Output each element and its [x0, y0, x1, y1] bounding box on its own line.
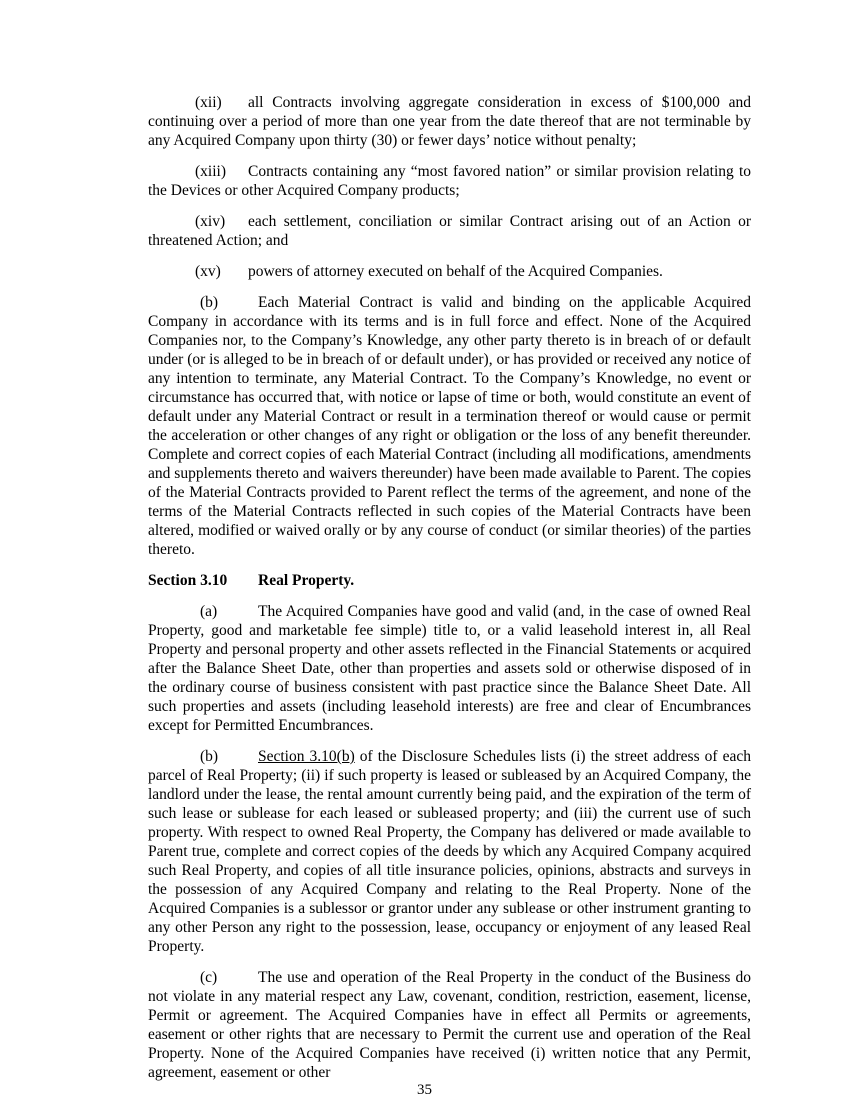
subclause-xiv: [148, 212, 751, 250]
paragraph-a-text: The Acquired Companies have good and valid (and, in the case of owned Real Property, good and marketable fee simple) title to, or a valid leasehold interest in, all Real Property and personal property and other assets reflected in the Financial Statements or acquired after the Balance Sheet Date, other than properties and assets sold or otherwise disposed of in the ordinary course of business consistent with past practice since the Balance Sheet Date. All such properties and assets (including leasehold interests) are free and clear of Encumbrances except for Permitted Encumbrances.: [148, 603, 751, 734]
section-3-10b-reference: Section 3.10(b): [258, 748, 355, 765]
subclause-xv: [148, 262, 751, 281]
section-heading: [148, 571, 751, 590]
section-heading-number: Section 3.10: [148, 572, 228, 589]
subclause-xiv-label: (xiv): [195, 213, 226, 230]
paragraph-c: [148, 968, 751, 1082]
paragraph-material-contract-label: (b): [200, 294, 219, 311]
paragraph-material-contract: [148, 293, 751, 559]
section-heading-title: Real Property.: [258, 572, 355, 589]
paragraph-c-text: The use and operation of the Real Property in the conduct of the Business do not violate in any material respect any Law, covenant, condition, restriction, easement, license, Permit or agreement. The Acquired Companies have in effect all Permits or agreements, easement or other rights that are necessary to Permit the current use and operation of the Real Property. None of the Acquired Companies have received (i) written notice that any Permit, agreement, easement or other: [148, 969, 751, 1081]
paragraph-a: [148, 602, 751, 735]
paragraph-material-contract-text: Each Material Contract is valid and binding on the applicable Acquired Company in accordance with its terms and is in full force and effect. None of the Acquired Companies nor, to the Company’s Knowledge, any other party thereto is in breach of or default under (or is alleged to be in breach of or default under), or has provided or received any notice of any intention to terminate, any Material Contract. To the Company’s Knowledge, no event or circumstance has occurred that, with notice or lapse of time or both, would constitute an event of default under any Material Contract or result in a termination thereof or would cause or permit the acceleration or other changes of any right or obligation or the loss of any benefit thereunder. Complete and correct copies of each Material Contract (including all modifications, amendments and supplements thereto and waivers thereunder) have been made available to Parent. The copies of the Material Contracts provided to Parent reflect the terms of the agreement, and none of the terms of the Material Contracts reflected in such copies of the Material Contracts have been altered, modified or waived orally or by any course of conduct (or similar theories) of the parties thereto.: [148, 294, 751, 558]
paragraph-b: [148, 747, 751, 956]
paragraph-c-label: (c): [200, 969, 218, 986]
subclause-xii: [148, 93, 751, 150]
paragraph-b-label: (b): [200, 748, 219, 765]
subclause-xii-label: (xii): [195, 94, 222, 111]
document-body: [148, 93, 751, 1094]
subclause-xiii: [148, 162, 751, 200]
subclause-xv-label: (xv): [195, 263, 221, 280]
subclause-xv-text: powers of attorney executed on behalf of the Acquired Companies.: [248, 263, 663, 280]
paragraph-b-text: of the Disclosure Schedules lists (i) the street address of each parcel of Real Property; (ii) if such property is leased or subleased by an Acquired Company, the landlord under the lease, the rental amount currently being paid, and the expiration of the term of such lease or sublease for each leased or subleased property; and (iii) the current use of such property. With respect to owned Real Property, the Company has delivered or made available to Parent true, complete and correct copies of the deeds by which any Acquired Company acquired such Real Property, and copies of all title insurance policies, opinions, abstracts and surveys in the possession of any Acquired Company and relating to the Real Property. None of the Acquired Companies is a sublessor or grantor under any sublease or other instrument granting to any other Person any right to the possession, lease, occupancy or enjoyment of any leased Real Property.: [148, 748, 751, 955]
page-number: 35: [417, 1082, 432, 1098]
paragraph-a-label: (a): [200, 603, 218, 620]
subclause-xiv-text: each settlement, conciliation or similar Contract arising out of an Action or threatened Action; and: [148, 213, 751, 249]
subclause-xii-text: all Contracts involving aggregate consideration in excess of $100,000 and continuing over a period of more than one year from the date thereof that are not terminable by any Acquired Company upon thirty (30) or fewer days’ notice without penalty;: [148, 94, 751, 149]
subclause-xiii-label: (xiii): [195, 163, 226, 180]
subclause-xiii-text: Contracts containing any “most favored nation” or similar provision relating to the Devices or other Acquired Company products;: [148, 163, 751, 199]
